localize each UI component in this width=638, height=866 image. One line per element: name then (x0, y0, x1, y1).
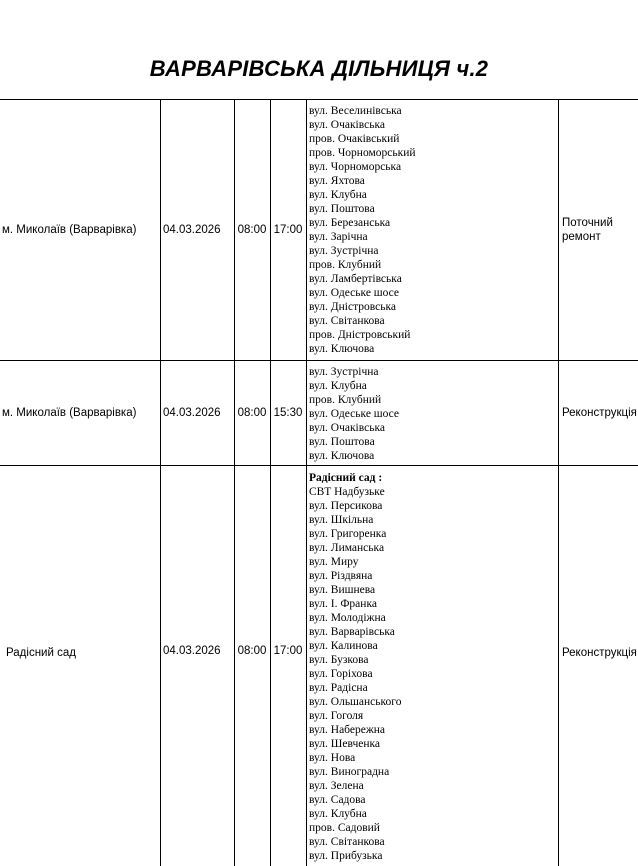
street-item: вул. Клубна (309, 380, 367, 392)
end-time-cell: 17:00 (273, 224, 303, 236)
streets-list (306, 471, 561, 863)
street-item: вул. І. Франка (309, 598, 377, 610)
street-item: вул. Миру (309, 556, 359, 568)
street-item: СВТ Надбузьке (309, 486, 385, 498)
streets-list (306, 104, 561, 356)
street-item: вул. Бузкова (309, 654, 369, 666)
street-item: вул. Ольшанського (309, 696, 402, 708)
street-item: вул. Веселинівська (309, 105, 402, 117)
street-item: вул. Зелена (309, 780, 364, 792)
street-item: вул. Вишнева (309, 584, 376, 596)
location-cell: м. Миколаїв (Варварівка) (2, 224, 137, 236)
street-item: вул. Горіхова (309, 668, 373, 680)
street-item: вул. Поштова (309, 203, 375, 215)
street-item: пров. Очаківський (309, 133, 400, 145)
street-item: вул. Радісна (309, 682, 368, 694)
table-row (0, 361, 638, 466)
street-item: вул. Шевченка (309, 738, 381, 750)
street-item: вул. Молодіжна (309, 612, 386, 624)
street-item: вул. Світанкова (309, 315, 385, 327)
table-row (0, 100, 638, 361)
start-time-cell: 08:00 (237, 224, 267, 236)
start-time-cell: 08:00 (237, 407, 267, 419)
work-type-cell: Поточний ремонт (562, 217, 613, 243)
street-item: вул. Чорноморська (309, 161, 402, 173)
outage-table (0, 99, 638, 866)
page-title: ВАРВАРІВСЬКА ДІЛЬНИЦЯ ч.2 (149, 56, 489, 81)
street-item: пров. Дністровський (309, 329, 411, 341)
street-item: вул. Клубна (309, 189, 367, 201)
end-time-cell: 17:00 (273, 645, 303, 657)
street-item: вул. Клубна (309, 808, 367, 820)
street-item: пров. Клубний (309, 394, 382, 406)
end-time-cell: 15:30 (273, 407, 303, 419)
street-item: вул. Гоголя (309, 710, 364, 722)
street-item: вул. Березанська (309, 217, 391, 229)
street-item: вул. Зустрічна (309, 366, 379, 378)
street-item: вул. Очаківська (309, 119, 385, 131)
date-cell: 04.03.2026 (163, 407, 221, 419)
work-type-cell: Реконструкція (562, 647, 637, 659)
start-time-cell: 08:00 (237, 645, 267, 657)
street-item: вул. Калинова (309, 640, 378, 652)
street-item: вул. Поштова (309, 436, 375, 448)
street-item: вул. Дністровська (309, 301, 396, 313)
streets-list (306, 365, 561, 463)
street-item: пров. Садовий (309, 822, 380, 834)
street-item: вул. Нова (309, 752, 356, 764)
work-type-cell: Реконструкція (562, 407, 637, 419)
street-item: вул. Персикова (309, 500, 383, 512)
location-cell: м. Миколаїв (Варварівка) (2, 407, 137, 419)
street-item: вул. Ключова (309, 343, 375, 355)
street-item: вул. Зарічна (309, 231, 368, 243)
street-item: вул. Світанкова (309, 836, 385, 848)
date-cell: 04.03.2026 (163, 224, 221, 236)
street-item: вул. Прибузька (309, 850, 383, 862)
street-item: вул. Садова (309, 794, 366, 806)
table-row (0, 466, 638, 866)
street-item: вул. Варварівська (309, 626, 395, 638)
street-item: вул. Григоренка (309, 528, 387, 540)
street-item: вул. Ключова (309, 450, 375, 462)
location-cell: Радісний сад (6, 647, 76, 659)
street-item: вул. Виноградна (309, 766, 390, 778)
date-cell: 04.03.2026 (163, 645, 221, 657)
street-item: пров. Клубний (309, 259, 382, 271)
street-item: вул. Яхтова (309, 175, 365, 187)
street-item: вул. Зустрічна (309, 245, 379, 257)
street-item: вул. Одеське шосе (309, 408, 400, 420)
street-item: вул. Одеське шосе (309, 287, 400, 299)
street-item: пров. Чорноморський (309, 147, 416, 159)
streets-group-header: Радісний сад : (309, 472, 383, 484)
street-item: вул. Ламбертівська (309, 273, 402, 285)
street-item: вул. Шкільна (309, 514, 374, 526)
street-item: вул. Різдвяна (309, 570, 373, 582)
street-item: вул. Лиманська (309, 542, 385, 554)
street-item: вул. Набережна (309, 724, 386, 736)
street-item: вул. Очаківська (309, 422, 385, 434)
